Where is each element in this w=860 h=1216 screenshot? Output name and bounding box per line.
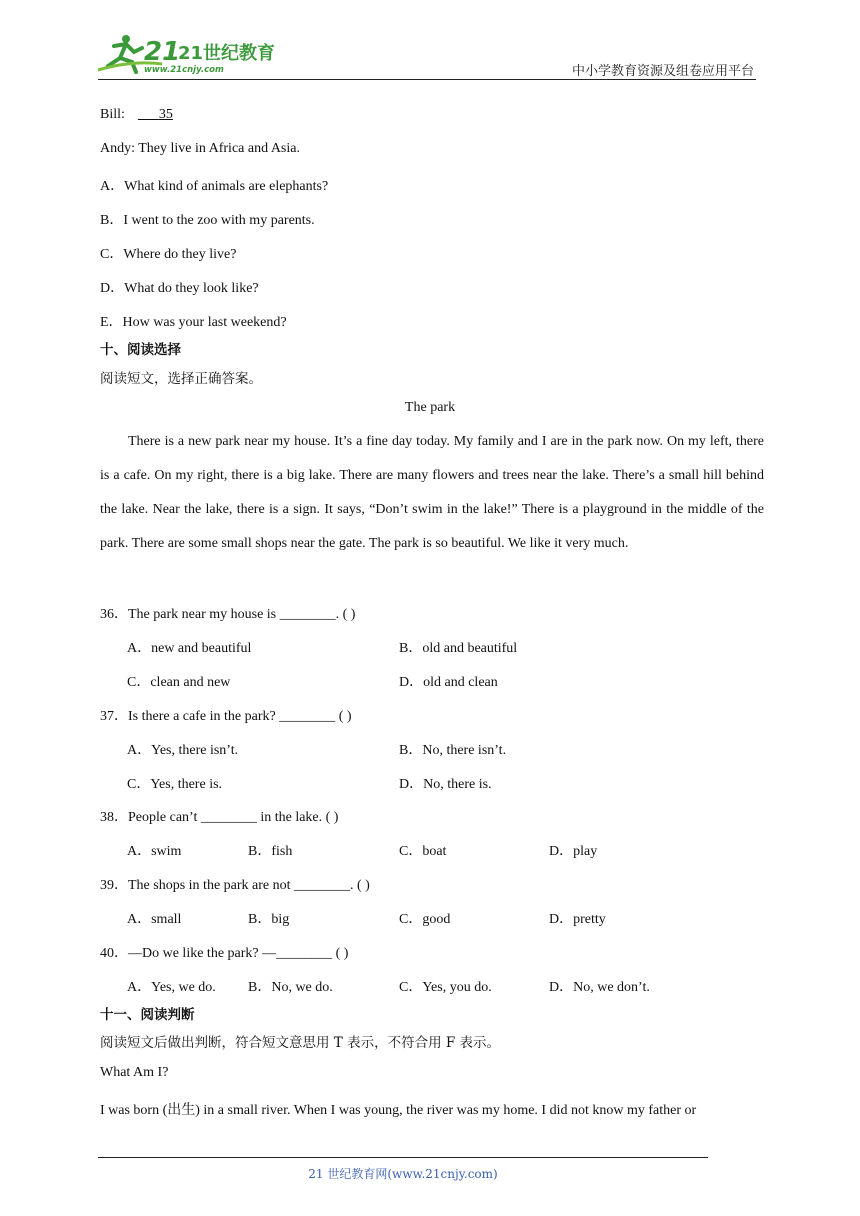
section-10-instruction: 阅读短文，选择正确答案。 bbox=[100, 371, 262, 387]
passage-title: The park bbox=[404, 400, 456, 415]
bill-label: Bill: bbox=[100, 107, 125, 122]
q37-option-b[interactable]: B．No, there isn’t. bbox=[399, 743, 507, 758]
q36-option-d[interactable]: D．old and clean bbox=[399, 675, 498, 690]
footer-link[interactable]: 21 世纪教育网(www.21cnjy.com) bbox=[308, 1167, 498, 1181]
section-11-passage-first-line: I was born (出生) in a small river. When I was young, the river was my home. I did not know my father or bbox=[100, 1103, 697, 1118]
question-37: 37．Is there a cafe in the park? ________ ( ) bbox=[100, 709, 352, 724]
site-logo[interactable] bbox=[92, 30, 276, 78]
q38-option-a[interactable]: A．swim bbox=[127, 844, 182, 859]
q39-option-b[interactable]: B．big bbox=[248, 912, 290, 927]
question-39: 39．The shops in the park are not ________. ( ) bbox=[100, 878, 370, 893]
footer-divider bbox=[98, 1157, 708, 1158]
question-36: 36．The park near my house is ________. ( ) bbox=[100, 607, 356, 622]
q40-option-b[interactable]: B．No, we do. bbox=[248, 980, 333, 995]
q36-option-b[interactable]: B．old and beautiful bbox=[399, 641, 518, 656]
section-10-title: 十、阅读选择 bbox=[100, 342, 181, 358]
q40-option-d[interactable]: D．No, we don’t. bbox=[549, 980, 650, 995]
logo-text: 21世纪教育 bbox=[178, 43, 276, 64]
header-platform-text: 中小学教育资源及组卷应用平台 bbox=[571, 64, 754, 79]
section-11-instruction: 阅读短文后做出判断，符合短文意思用 T 表示，不符合用 F 表示。 bbox=[100, 1035, 501, 1051]
q39-option-d[interactable]: D．pretty bbox=[549, 912, 606, 927]
q40-option-a[interactable]: A．Yes, we do. bbox=[127, 980, 216, 995]
dialogue-andy-line: Andy: They live in Africa and Asia. bbox=[100, 141, 300, 156]
passage-text: There is a new park near my house. It’s a fine day today. My family and I are in the park now. On my left, there is a cafe. On my right, there is a big lake. There are many flowers and trees near the lake. There’s a small hill behind the lake. Near the lake, there is a sign. It says, “Don’t swim in the lake!” There is a playground in the middle of the park. There are some small shops near the gate. The park is so beautiful. We like it very much. bbox=[100, 434, 764, 551]
svg-text:21: 21 bbox=[144, 37, 181, 67]
logo-url: www.21cnjy.com bbox=[144, 65, 224, 75]
q40-option-c[interactable]: C．Yes, you do. bbox=[399, 980, 492, 995]
header-divider bbox=[98, 79, 756, 80]
q36-option-c[interactable]: C．clean and new bbox=[127, 675, 231, 690]
option-c: C．Where do they live? bbox=[100, 247, 237, 262]
q39-option-a[interactable]: A．small bbox=[127, 912, 182, 927]
option-a: A．What kind of animals are elephants? bbox=[100, 179, 329, 194]
q39-option-c[interactable]: C．good bbox=[399, 912, 451, 927]
option-e: E．How was your last weekend? bbox=[100, 315, 287, 330]
section-11-passage-title: What Am I? bbox=[100, 1065, 169, 1080]
bill-blank bbox=[138, 107, 173, 122]
blank-number: 35 bbox=[158, 107, 173, 122]
q38-option-d[interactable]: D．play bbox=[549, 844, 598, 859]
q38-option-b[interactable]: B．fish bbox=[248, 844, 293, 859]
option-b: B．I went to the zoo with my parents. bbox=[100, 213, 315, 228]
q37-option-d[interactable]: D．No, there is. bbox=[399, 777, 492, 792]
section-11-title: 十一、阅读判断 bbox=[100, 1007, 195, 1023]
q38-option-c[interactable]: C．boat bbox=[399, 844, 447, 859]
q37-option-c[interactable]: C．Yes, there is. bbox=[127, 777, 223, 792]
dialogue-bill-line bbox=[100, 107, 173, 123]
q37-option-a[interactable]: A．Yes, there isn’t. bbox=[127, 743, 239, 758]
option-d: D．What do they look like? bbox=[100, 281, 259, 296]
question-40: 40．—Do we like the park? —________ ( ) bbox=[100, 946, 349, 961]
q36-option-a[interactable]: A．new and beautiful bbox=[127, 641, 252, 656]
question-38: 38．People can’t ________ in the lake. ( ) bbox=[100, 810, 339, 825]
